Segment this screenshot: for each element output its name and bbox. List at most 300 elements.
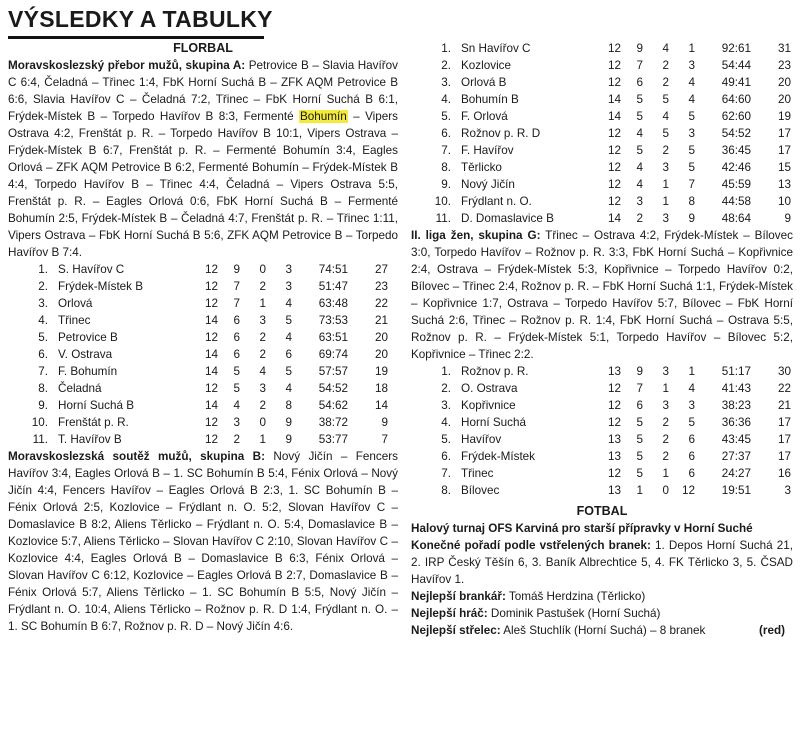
cell-rank: 6.	[441, 450, 451, 463]
cell-rank: 9.	[441, 178, 451, 191]
cell-team: Rožnov p. R.	[461, 365, 529, 378]
cell-wins: 6	[636, 76, 643, 89]
cell-rank: 7.	[38, 365, 48, 378]
cell-draws: 2	[662, 59, 669, 72]
cell-losses: 4	[688, 76, 695, 89]
cell-draws: 1	[259, 297, 266, 310]
cell-points: 9	[784, 212, 791, 225]
cell-score: 62:60	[721, 110, 751, 123]
cell-wins: 4	[636, 161, 643, 174]
order-text: 1. Depos Horní Suchá 21, 2. IRP Český Těšín 6, 3. Baník Albrechtice 5, 4. FK Těrlicko 3, 5. ČSAD Havířov 1.	[411, 539, 793, 586]
cell-losses: 5	[688, 110, 695, 123]
cell-points: 18	[374, 382, 388, 395]
cell-points: 16	[777, 467, 791, 480]
cell-points: 21	[374, 314, 388, 327]
cell-draws: 4	[662, 110, 669, 123]
cell-draws: 0	[662, 484, 669, 497]
cell-draws: 5	[662, 127, 669, 140]
table-row	[433, 193, 791, 210]
women-g-title: II. liga žen, skupina G:	[411, 229, 541, 242]
cell-games: 12	[607, 76, 621, 89]
cell-team: S. Havířov C	[58, 263, 125, 276]
cell-points: 17	[777, 433, 791, 446]
cell-team: O. Ostrava	[461, 382, 518, 395]
editor-credit: (red)	[759, 624, 785, 637]
cell-rank: 4.	[441, 93, 451, 106]
best-scorer-label: Nejlepší střelec:	[411, 624, 501, 637]
table-row	[433, 397, 791, 414]
cell-games: 12	[204, 297, 218, 310]
cell-wins: 5	[233, 382, 240, 395]
cell-draws: 3	[662, 212, 669, 225]
table-row	[433, 448, 791, 465]
table-row	[433, 482, 791, 499]
cell-team: Bílovec	[461, 484, 500, 497]
cell-rank: 5.	[38, 331, 48, 344]
cell-losses: 1	[688, 365, 695, 378]
cell-draws: 1	[662, 382, 669, 395]
cell-wins: 5	[233, 365, 240, 378]
cell-team: F. Orlová	[461, 110, 508, 123]
cell-wins: 9	[636, 365, 643, 378]
cell-wins: 6	[233, 331, 240, 344]
table-row	[433, 142, 791, 159]
men-a-text-after: – Vipers Ostrava 4:2, Frenštát p. R. – Torpedo Havířov B 10:1, Vipers Ostrava – Frýdek-Místek B 6:7, Frenštát p. R. – Fermenté Bohumín 3:4, Eagles Orlová – ZFK AQM Petrovice B 6:2, Fermenté Bohumín – Frýdek-Místek B 4:4, Torpedo Havířov B – Třinec 4:4, Čeladná – Vipers Ostrava 5:5, Frenštát p. R. – Eagles Orlová 0:6, FbK Horní Suchá B – Fermenté Bohumín 2:5, Frýdek-Místek B – Čeladná 4:7, Frenštát p. R. – Třinec 1:11, Vipers Ostrava – FbK Horní Suchá B 5:6, ZFK AQM Petrovice B – Torpedo Havířov B 7:4.	[8, 110, 398, 259]
cell-team: V. Ostrava	[58, 348, 113, 361]
cell-rank: 5.	[441, 433, 451, 446]
table-row	[30, 414, 388, 431]
cell-losses: 4	[285, 331, 292, 344]
cell-losses: 4	[688, 93, 695, 106]
cell-team: Kopřivnice	[461, 399, 516, 412]
cell-score: 42:46	[721, 161, 751, 174]
cell-points: 15	[777, 161, 791, 174]
cell-losses: 9	[688, 212, 695, 225]
cell-score: 54:52	[318, 382, 348, 395]
cell-team: Horní Suchá B	[58, 399, 135, 412]
cell-team: Nový Jičín	[461, 178, 515, 191]
table-row	[433, 380, 791, 397]
cell-team: Orlová B	[461, 76, 507, 89]
cell-rank: 3.	[441, 76, 451, 89]
table-row	[433, 465, 791, 482]
cell-rank: 9.	[38, 399, 48, 412]
cell-points: 17	[777, 416, 791, 429]
cell-score: 49:41	[721, 76, 751, 89]
cell-wins: 2	[636, 212, 643, 225]
cell-score: 19:51	[721, 484, 751, 497]
cell-draws: 2	[259, 348, 266, 361]
cell-score: 43:45	[721, 433, 751, 446]
cell-losses: 1	[688, 42, 695, 55]
cell-games: 14	[204, 365, 218, 378]
table-row	[433, 108, 791, 125]
cell-points: 10	[777, 195, 791, 208]
best-scorer: Aleš Stuchlík (Horní Suchá) – 8 branek	[500, 624, 706, 637]
cell-rank: 2.	[441, 59, 451, 72]
cell-games: 12	[607, 42, 621, 55]
best-scorer-line	[411, 622, 793, 639]
table-row	[30, 329, 388, 346]
cell-team: Horní Suchá	[461, 416, 526, 429]
table-row	[30, 295, 388, 312]
cell-points: 19	[777, 110, 791, 123]
cell-losses: 5	[688, 416, 695, 429]
cell-team: Těrlicko	[461, 161, 502, 174]
cell-score: 44:58	[721, 195, 751, 208]
cell-score: 92:61	[721, 42, 751, 55]
cell-losses: 3	[285, 263, 292, 276]
cell-rank: 4.	[441, 416, 451, 429]
cell-losses: 4	[285, 297, 292, 310]
left-column	[8, 40, 398, 635]
cell-losses: 6	[688, 450, 695, 463]
cell-losses: 8	[285, 399, 292, 412]
table-row	[30, 346, 388, 363]
cell-draws: 1	[259, 433, 266, 446]
cell-draws: 3	[259, 314, 266, 327]
cell-wins: 6	[233, 348, 240, 361]
table-row	[433, 91, 791, 108]
cell-games: 12	[204, 433, 218, 446]
cell-points: 17	[777, 450, 791, 463]
table-row	[30, 261, 388, 278]
florbal-section-title: FLORBAL	[173, 41, 233, 55]
cell-draws: 4	[259, 365, 266, 378]
cell-rank: 8.	[441, 484, 451, 497]
cell-wins: 5	[636, 93, 643, 106]
men-b-results	[8, 448, 398, 635]
cell-wins: 5	[636, 450, 643, 463]
cell-losses: 4	[688, 382, 695, 395]
cell-score: 24:27	[721, 467, 751, 480]
men-b-text: Nový Jičín – Fencers Havířov 3:4, Eagles Orlová B – 1. SC Bohumín B 5:4, Fénix Orlová – Nový Jičín 4:4, Fencers Havířov – Eagles Orlová B 2:3, 1. SC Bohumín B – Fénix Orlová 2:5, Kozlovice – Frýdlant n. O. 5:2, Slovan Havířov C – Domaslavice B 8:2, Aliens Těrlicko – Frýdlant n. O. 5:4, Domaslavice B – Kozlovice 5:7, Aliens Těrlicko – Slovan Havířov C 2:10, Slovan Havířov C – Kozlovice 4:4, Eagles Orlová B – Domaslavice B 6:3, Fénix Orlová – Slovan Havířov C 6:12, Kozlovice – Eagles Orlová B 2:7, Domaslavice B – Fénix Orlová 5:7, Aliens Těrlicko – 1. SC Bohumín B 5:5, Nový Jičín – Frýdlant n. O. 10:4, Aliens Těrlicko – Rožnov p. R. D 1:4, Frýdlant n. O. – 1. SC Bohumín B 6:7, Rožnov p. R. D – Nový Jičín 4:6.	[8, 450, 398, 633]
cell-team: Frýdek-Místek B	[58, 280, 144, 293]
cell-team: Třinec	[58, 314, 91, 327]
cell-draws: 3	[662, 399, 669, 412]
men-a-standings-table	[30, 261, 388, 448]
cell-rank: 4.	[38, 314, 48, 327]
cell-score: 69:74	[318, 348, 348, 361]
cell-score: 41:43	[721, 382, 751, 395]
cell-rank: 1.	[38, 263, 48, 276]
cell-wins: 5	[636, 110, 643, 123]
table-row	[433, 210, 791, 227]
cell-rank: 2.	[441, 382, 451, 395]
cell-wins: 6	[636, 399, 643, 412]
cell-score: 45:59	[721, 178, 751, 191]
table-row	[433, 40, 791, 57]
cell-games: 14	[204, 314, 218, 327]
cell-wins: 2	[233, 433, 240, 446]
cell-rank: 8.	[441, 161, 451, 174]
cell-wins: 4	[636, 127, 643, 140]
cell-games: 14	[204, 399, 218, 412]
cell-score: 51:47	[318, 280, 348, 293]
cell-wins: 4	[233, 399, 240, 412]
best-player: Dominik Pastušek (Horní Suchá)	[487, 607, 661, 620]
cell-points: 20	[374, 331, 388, 344]
table-row	[30, 397, 388, 414]
cell-score: 36:45	[721, 144, 751, 157]
cell-wins: 5	[636, 433, 643, 446]
cell-wins: 5	[636, 144, 643, 157]
table-row	[433, 363, 791, 380]
cell-team: T. Havířov B	[58, 433, 122, 446]
cell-team: Kozlovice	[461, 59, 512, 72]
women-g-text: Třinec – Ostrava 4:2, Frýdek-Místek – Bílovec 3:0, Torpedo Havířov – Rožnov p. R. 3:3, FbK Horní Suchá – Kopřivnice 2:4, Ostrava – Frýdek-Místek 5:3, Kopřivnice – Torpedo Havířov 0:2, Bílovec – Třinec 2:4, Rožnov p. R. – FbK Horní Suchá 1:1, Frýdek-Místek – Kopřivnice 1:7, Ostrava – Torpedo Havířov 5:7, Bílovec – FbK Horní Suchá 2:6, Třinec – Rožnov p. R. 1:4, FbK Horní Suchá – Ostrava 5:5, Rožnov p. R. – Frýdek-Místek 5:1, Torpedo Havířov – Bílovec 5:2, Kopřivnice – Třinec 2:2.	[411, 229, 793, 361]
cell-points: 27	[374, 263, 388, 276]
best-goalkeeper: Tomáš Herdzina (Těrlicko)	[505, 590, 646, 603]
cell-games: 14	[204, 348, 218, 361]
tournament-title: Halový turnaj OFS Karviná pro starší přípravky v Horní Suché	[411, 522, 753, 535]
men-a-title: Moravskoslezský přebor mužů, skupina A:	[8, 59, 246, 72]
cell-points: 23	[374, 280, 388, 293]
table-row	[433, 74, 791, 91]
cell-draws: 3	[662, 365, 669, 378]
cell-games: 12	[204, 331, 218, 344]
table-row	[30, 312, 388, 329]
best-goalkeeper-line	[411, 588, 793, 605]
cell-points: 22	[777, 382, 791, 395]
cell-score: 48:64	[721, 212, 751, 225]
cell-points: 13	[777, 178, 791, 191]
men-b-standings-table	[433, 40, 791, 227]
cell-games: 12	[607, 195, 621, 208]
cell-draws: 1	[662, 195, 669, 208]
cell-score: 54:44	[721, 59, 751, 72]
cell-losses: 6	[688, 433, 695, 446]
cell-rank: 7.	[441, 467, 451, 480]
men-a-results	[8, 57, 398, 261]
cell-points: 3	[784, 484, 791, 497]
cell-rank: 6.	[441, 127, 451, 140]
best-goalkeeper-label: Nejlepší brankář:	[411, 590, 506, 603]
cell-draws: 2	[662, 450, 669, 463]
cell-games: 13	[607, 450, 621, 463]
cell-points: 31	[777, 42, 791, 55]
cell-points: 20	[777, 93, 791, 106]
cell-games: 12	[607, 59, 621, 72]
cell-score: 51:17	[721, 365, 751, 378]
cell-losses: 5	[285, 365, 292, 378]
cell-wins: 7	[233, 297, 240, 310]
cell-games: 13	[607, 433, 621, 446]
cell-points: 19	[374, 365, 388, 378]
cell-score: 38:23	[721, 399, 751, 412]
cell-wins: 3	[636, 195, 643, 208]
cell-draws: 3	[259, 382, 266, 395]
cell-points: 21	[777, 399, 791, 412]
cell-rank: 5.	[441, 110, 451, 123]
cell-rank: 3.	[441, 399, 451, 412]
cell-wins: 4	[636, 178, 643, 191]
cell-draws: 2	[259, 399, 266, 412]
fotbal-section-title: FOTBAL	[576, 504, 628, 518]
cell-team: Rožnov p. R. D	[461, 127, 541, 140]
cell-games: 13	[607, 365, 621, 378]
cell-rank: 2.	[38, 280, 48, 293]
cell-wins: 9	[233, 263, 240, 276]
cell-rank: 3.	[38, 297, 48, 310]
cell-score: 27:37	[721, 450, 751, 463]
cell-team: F. Havířov	[461, 144, 514, 157]
cell-points: 30	[777, 365, 791, 378]
cell-wins: 5	[636, 416, 643, 429]
cell-rank: 1.	[441, 365, 451, 378]
best-player-line	[411, 605, 793, 622]
cell-draws: 2	[662, 416, 669, 429]
cell-score: 57:57	[318, 365, 348, 378]
cell-team: Frýdek-Místek	[461, 450, 536, 463]
cell-points: 20	[374, 348, 388, 361]
cell-points: 23	[777, 59, 791, 72]
cell-games: 12	[607, 399, 621, 412]
cell-losses: 3	[285, 280, 292, 293]
cell-losses: 7	[688, 178, 695, 191]
fotbal-order	[411, 537, 793, 588]
cell-games: 12	[607, 127, 621, 140]
cell-wins: 9	[636, 42, 643, 55]
cell-draws: 0	[259, 416, 266, 429]
cell-wins: 1	[636, 484, 643, 497]
cell-team: Třinec	[461, 467, 494, 480]
cell-score: 36:36	[721, 416, 751, 429]
cell-score: 54:62	[318, 399, 348, 412]
cell-draws: 2	[259, 331, 266, 344]
cell-losses: 5	[688, 144, 695, 157]
fotbal-tournament	[411, 520, 793, 537]
cell-games: 14	[607, 212, 621, 225]
cell-score: 74:51	[318, 263, 348, 276]
table-row	[433, 57, 791, 74]
cell-games: 12	[204, 280, 218, 293]
cell-rank: 6.	[38, 348, 48, 361]
cell-wins: 3	[233, 416, 240, 429]
table-row	[30, 431, 388, 448]
cell-games: 14	[607, 93, 621, 106]
cell-team: Havířov	[461, 433, 502, 446]
cell-rank: 7.	[441, 144, 451, 157]
cell-points: 17	[777, 144, 791, 157]
cell-draws: 5	[662, 93, 669, 106]
women-g-standings-table	[433, 363, 791, 499]
cell-rank: 11.	[32, 433, 48, 446]
cell-games: 12	[607, 161, 621, 174]
table-row	[30, 380, 388, 397]
cell-losses: 9	[285, 416, 292, 429]
cell-wins: 6	[233, 314, 240, 327]
men-b-title: Moravskoslezská soutěž mužů, skupina B:	[8, 450, 266, 463]
cell-team: Orlová	[58, 297, 93, 310]
cell-draws: 1	[662, 467, 669, 480]
cell-score: 38:72	[318, 416, 348, 429]
cell-points: 20	[777, 76, 791, 89]
women-g-results	[411, 227, 793, 363]
cell-rank: 10.	[434, 195, 451, 208]
order-label: Konečné pořadí podle vstřelených branek:	[411, 539, 651, 552]
cell-games: 12	[607, 382, 621, 395]
cell-wins: 5	[636, 467, 643, 480]
cell-wins: 7	[636, 59, 643, 72]
cell-wins: 7	[636, 382, 643, 395]
cell-points: 14	[374, 399, 388, 412]
heading-underline	[8, 36, 264, 39]
cell-points: 17	[777, 127, 791, 140]
cell-score: 53:77	[318, 433, 348, 446]
best-player-label: Nejlepší hráč:	[411, 607, 488, 620]
cell-rank: 1.	[441, 42, 451, 55]
table-row	[433, 414, 791, 431]
cell-games: 12	[204, 416, 218, 429]
cell-losses: 3	[688, 59, 695, 72]
cell-score: 54:52	[721, 127, 751, 140]
right-column	[411, 40, 793, 639]
cell-draws: 4	[662, 42, 669, 55]
cell-losses: 5	[285, 314, 292, 327]
table-row	[433, 431, 791, 448]
cell-games: 13	[607, 484, 621, 497]
cell-rank: 11.	[435, 212, 451, 225]
cell-losses: 3	[688, 127, 695, 140]
cell-team: Petrovice B	[58, 331, 118, 344]
cell-draws: 2	[259, 280, 266, 293]
cell-losses: 9	[285, 433, 292, 446]
cell-team: Bohumín B	[461, 93, 519, 106]
page-heading: VÝSLEDKY A TABULKY	[8, 6, 273, 32]
cell-games: 14	[607, 110, 621, 123]
cell-losses: 8	[688, 195, 695, 208]
cell-score: 64:60	[721, 93, 751, 106]
table-row	[433, 159, 791, 176]
cell-losses: 6	[688, 467, 695, 480]
cell-team: Čeladná	[58, 382, 102, 395]
cell-games: 12	[607, 144, 621, 157]
cell-score: 73:53	[318, 314, 348, 327]
table-row	[433, 125, 791, 142]
cell-draws: 3	[662, 161, 669, 174]
table-row	[433, 176, 791, 193]
cell-games: 12	[607, 416, 621, 429]
cell-points: 7	[381, 433, 388, 446]
cell-points: 9	[381, 416, 388, 429]
cell-losses: 3	[688, 399, 695, 412]
cell-games: 12	[607, 467, 621, 480]
cell-draws: 2	[662, 76, 669, 89]
cell-score: 63:51	[318, 331, 348, 344]
cell-draws: 2	[662, 433, 669, 446]
cell-score: 63:48	[318, 297, 348, 310]
men-a-text-before: Petrovice B – Slavia Havířov C 6:4, Čeladná – Třinec 1:4, FbK Horní Suchá B – ZFK AQM Petrovice B 6:6, Slavia Havířov C – Čeladná 7:2, Třinec – FbK Horní Suchá B 6:1, Frýdek-Místek B – Torpedo Havířov B 8:3, Fermenté	[8, 59, 398, 123]
cell-losses: 4	[285, 382, 292, 395]
cell-draws: 0	[259, 263, 266, 276]
table-row	[30, 278, 388, 295]
cell-games: 12	[204, 382, 218, 395]
cell-games: 12	[204, 263, 218, 276]
cell-team: D. Domaslavice B	[461, 212, 554, 225]
cell-draws: 2	[662, 144, 669, 157]
cell-games: 12	[607, 178, 621, 191]
cell-rank: 8.	[38, 382, 48, 395]
highlighted-word: Bohumín	[300, 110, 347, 123]
cell-losses: 6	[285, 348, 292, 361]
cell-points: 22	[374, 297, 388, 310]
cell-draws: 1	[662, 178, 669, 191]
cell-team: Frýdlant n. O.	[461, 195, 532, 208]
table-row	[30, 363, 388, 380]
cell-losses: 5	[688, 161, 695, 174]
cell-team: Sn Havířov C	[461, 42, 531, 55]
